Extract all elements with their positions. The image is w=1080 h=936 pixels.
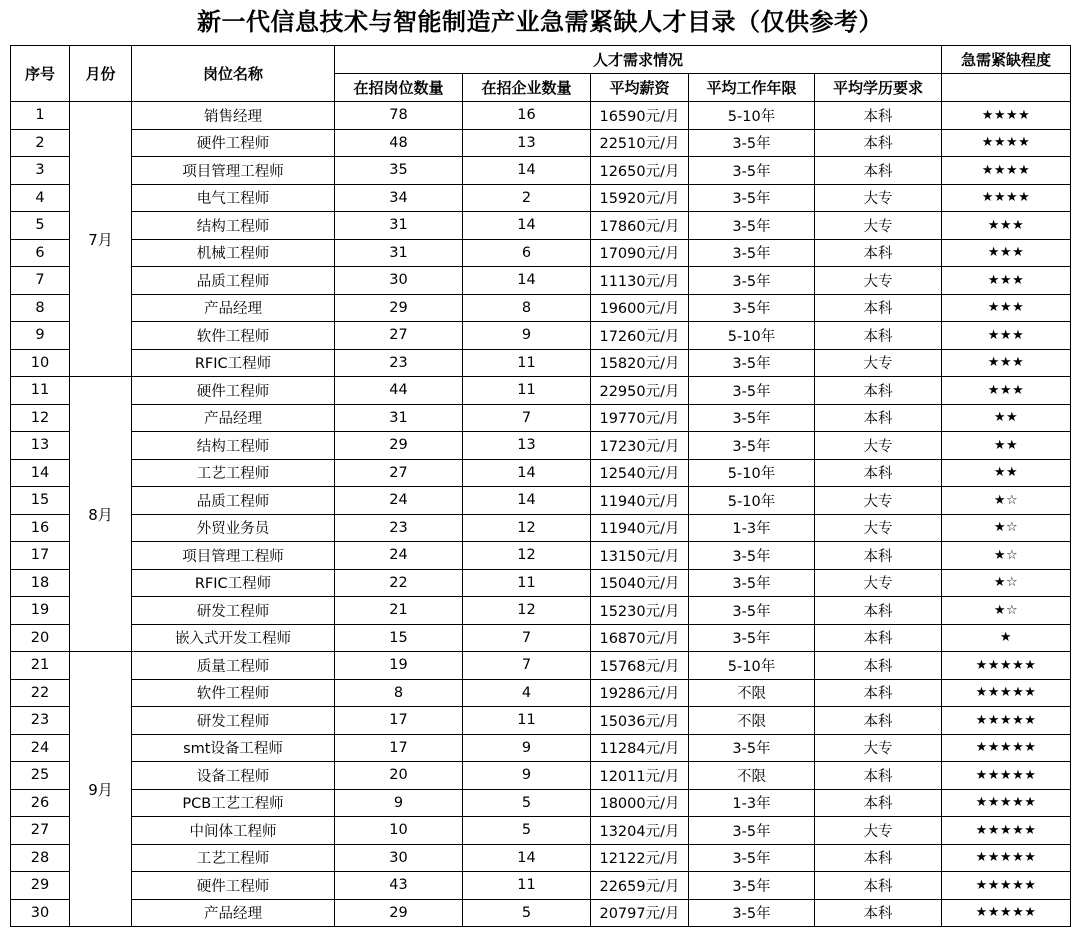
header-urgency-blank: [942, 74, 1071, 102]
page-title: 新一代信息技术与智能制造产业急需紧缺人才目录（仅供参考）: [197, 8, 883, 36]
cell-companies: 6: [463, 239, 591, 267]
cell-urgency-stars: ★: [942, 624, 1071, 652]
cell-seq: 27: [11, 817, 70, 845]
cell-seq: 30: [11, 899, 70, 927]
cell-position: 产品经理: [132, 899, 335, 927]
table-row: [11, 514, 1071, 542]
cell-education: 本科: [815, 239, 942, 267]
table-row: [11, 377, 1071, 405]
cell-companies: 8: [463, 294, 591, 322]
cell-urgency-stars: ★☆: [942, 542, 1071, 570]
cell-position: 品质工程师: [132, 267, 335, 295]
cell-seq: 24: [11, 734, 70, 762]
cell-position: 项目管理工程师: [132, 157, 335, 185]
cell-urgency-stars: ★☆: [942, 514, 1071, 542]
cell-seq: 6: [11, 239, 70, 267]
cell-openings: 27: [335, 322, 463, 350]
cell-urgency-stars: ★★★★★: [942, 652, 1071, 680]
table-row: [11, 542, 1071, 570]
cell-education: 大专: [815, 212, 942, 240]
cell-seq: 4: [11, 184, 70, 212]
cell-seq: 23: [11, 707, 70, 735]
table-row: [11, 597, 1071, 625]
header-position: 岗位名称: [132, 46, 335, 102]
cell-urgency-stars: ★★★: [942, 349, 1071, 377]
cell-openings: 29: [335, 432, 463, 460]
cell-month: 8月: [70, 377, 132, 652]
cell-position: 软件工程师: [132, 679, 335, 707]
cell-education: 本科: [815, 872, 942, 900]
cell-years: 3-5年: [689, 377, 815, 405]
cell-salary: 19286元/月: [591, 679, 689, 707]
cell-education: 大专: [815, 569, 942, 597]
cell-position: 机械工程师: [132, 239, 335, 267]
cell-companies: 7: [463, 624, 591, 652]
cell-education: 大专: [815, 734, 942, 762]
cell-position: 硬件工程师: [132, 377, 335, 405]
talent-table: [10, 45, 1071, 927]
cell-companies: 11: [463, 569, 591, 597]
cell-position: 研发工程师: [132, 597, 335, 625]
cell-years: 不限: [689, 762, 815, 790]
cell-years: 3-5年: [689, 294, 815, 322]
cell-salary: 17230元/月: [591, 432, 689, 460]
cell-years: 3-5年: [689, 212, 815, 240]
cell-years: 不限: [689, 707, 815, 735]
cell-urgency-stars: ★★★★★: [942, 762, 1071, 790]
cell-years: 5-10年: [689, 322, 815, 350]
cell-education: 大专: [815, 349, 942, 377]
table-row: [11, 652, 1071, 680]
cell-position: 销售经理: [132, 102, 335, 130]
cell-companies: 5: [463, 817, 591, 845]
cell-seq: 2: [11, 129, 70, 157]
cell-position: 品质工程师: [132, 487, 335, 515]
cell-seq: 21: [11, 652, 70, 680]
cell-education: 本科: [815, 157, 942, 185]
cell-seq: 12: [11, 404, 70, 432]
cell-years: 不限: [689, 679, 815, 707]
cell-seq: 13: [11, 432, 70, 460]
header-salary: 平均薪资: [591, 74, 689, 102]
cell-education: 本科: [815, 294, 942, 322]
table-row: [11, 102, 1071, 130]
cell-position: RFIC工程师: [132, 569, 335, 597]
table-row: [11, 294, 1071, 322]
cell-openings: 19: [335, 652, 463, 680]
cell-salary: 15820元/月: [591, 349, 689, 377]
table-row: [11, 129, 1071, 157]
cell-urgency-stars: ★★: [942, 404, 1071, 432]
cell-seq: 26: [11, 789, 70, 817]
cell-years: 5-10年: [689, 102, 815, 130]
cell-companies: 4: [463, 679, 591, 707]
cell-education: 本科: [815, 789, 942, 817]
cell-position: 设备工程师: [132, 762, 335, 790]
cell-companies: 12: [463, 542, 591, 570]
cell-urgency-stars: ★★★★★: [942, 899, 1071, 927]
cell-companies: 11: [463, 377, 591, 405]
cell-years: 1-3年: [689, 514, 815, 542]
table-row: [11, 817, 1071, 845]
cell-seq: 20: [11, 624, 70, 652]
cell-month: 7月: [70, 102, 132, 377]
header-month: 月份: [70, 46, 132, 102]
cell-education: 大专: [815, 487, 942, 515]
cell-openings: 29: [335, 294, 463, 322]
cell-salary: 16590元/月: [591, 102, 689, 130]
cell-salary: 16870元/月: [591, 624, 689, 652]
cell-years: 1-3年: [689, 789, 815, 817]
cell-companies: 14: [463, 212, 591, 240]
cell-position: 外贸业务员: [132, 514, 335, 542]
table-body: [11, 102, 1071, 927]
cell-openings: 15: [335, 624, 463, 652]
cell-seq: 1: [11, 102, 70, 130]
cell-position: 工艺工程师: [132, 844, 335, 872]
cell-openings: 23: [335, 349, 463, 377]
cell-education: 本科: [815, 404, 942, 432]
cell-years: 3-5年: [689, 404, 815, 432]
table-row: [11, 899, 1071, 927]
cell-salary: 11940元/月: [591, 487, 689, 515]
table-row: [11, 267, 1071, 295]
header-openings: 在招岗位数量: [335, 74, 463, 102]
cell-years: 3-5年: [689, 624, 815, 652]
cell-companies: 11: [463, 707, 591, 735]
cell-companies: 7: [463, 404, 591, 432]
cell-companies: 13: [463, 129, 591, 157]
table-row: [11, 679, 1071, 707]
cell-urgency-stars: ★★★: [942, 294, 1071, 322]
cell-companies: 5: [463, 899, 591, 927]
cell-urgency-stars: ★★: [942, 459, 1071, 487]
cell-salary: 22510元/月: [591, 129, 689, 157]
cell-openings: 43: [335, 872, 463, 900]
table-row: [11, 734, 1071, 762]
cell-companies: 12: [463, 597, 591, 625]
cell-urgency-stars: ★★★★: [942, 184, 1071, 212]
cell-seq: 25: [11, 762, 70, 790]
cell-companies: 14: [463, 487, 591, 515]
cell-salary: 22950元/月: [591, 377, 689, 405]
cell-companies: 14: [463, 459, 591, 487]
cell-salary: 20797元/月: [591, 899, 689, 927]
cell-companies: 11: [463, 349, 591, 377]
cell-education: 本科: [815, 459, 942, 487]
cell-education: 大专: [815, 432, 942, 460]
cell-education: 本科: [815, 377, 942, 405]
cell-companies: 14: [463, 157, 591, 185]
cell-month: 9月: [70, 652, 132, 927]
cell-seq: 9: [11, 322, 70, 350]
cell-urgency-stars: ★☆: [942, 597, 1071, 625]
cell-years: 3-5年: [689, 239, 815, 267]
cell-education: 本科: [815, 762, 942, 790]
cell-education: 本科: [815, 542, 942, 570]
cell-education: 本科: [815, 102, 942, 130]
cell-openings: 30: [335, 844, 463, 872]
cell-urgency-stars: ★★★★★: [942, 844, 1071, 872]
cell-openings: 30: [335, 267, 463, 295]
cell-position: 结构工程师: [132, 432, 335, 460]
cell-salary: 15920元/月: [591, 184, 689, 212]
cell-urgency-stars: ★★★: [942, 239, 1071, 267]
cell-position: 结构工程师: [132, 212, 335, 240]
cell-openings: 24: [335, 487, 463, 515]
cell-salary: 12650元/月: [591, 157, 689, 185]
cell-urgency-stars: ★★★★★: [942, 707, 1071, 735]
cell-companies: 13: [463, 432, 591, 460]
cell-seq: 18: [11, 569, 70, 597]
cell-years: 3-5年: [689, 817, 815, 845]
cell-urgency-stars: ★☆: [942, 569, 1071, 597]
cell-years: 3-5年: [689, 872, 815, 900]
cell-salary: 15768元/月: [591, 652, 689, 680]
cell-openings: 31: [335, 404, 463, 432]
cell-openings: 17: [335, 707, 463, 735]
cell-companies: 14: [463, 267, 591, 295]
cell-years: 3-5年: [689, 184, 815, 212]
cell-salary: 17260元/月: [591, 322, 689, 350]
cell-urgency-stars: ★★★★: [942, 129, 1071, 157]
cell-years: 3-5年: [689, 899, 815, 927]
cell-years: 3-5年: [689, 844, 815, 872]
cell-urgency-stars: ★★★★★: [942, 734, 1071, 762]
table-row: [11, 624, 1071, 652]
cell-education: 本科: [815, 679, 942, 707]
table-row: [11, 844, 1071, 872]
cell-education: 本科: [815, 652, 942, 680]
cell-seq: 8: [11, 294, 70, 322]
table-header: [11, 46, 1071, 102]
table-row: [11, 872, 1071, 900]
cell-openings: 44: [335, 377, 463, 405]
cell-urgency-stars: ★★★★★: [942, 817, 1071, 845]
cell-companies: 11: [463, 872, 591, 900]
header-companies: 在招企业数量: [463, 74, 591, 102]
cell-openings: 10: [335, 817, 463, 845]
cell-position: 产品经理: [132, 294, 335, 322]
table-row: [11, 459, 1071, 487]
cell-urgency-stars: ★★★★: [942, 157, 1071, 185]
cell-position: RFIC工程师: [132, 349, 335, 377]
cell-position: 电气工程师: [132, 184, 335, 212]
cell-years: 3-5年: [689, 157, 815, 185]
cell-openings: 48: [335, 129, 463, 157]
cell-years: 3-5年: [689, 267, 815, 295]
cell-urgency-stars: ★★★★★: [942, 679, 1071, 707]
cell-education: 本科: [815, 597, 942, 625]
cell-years: 5-10年: [689, 652, 815, 680]
cell-education: 本科: [815, 624, 942, 652]
cell-urgency-stars: ★★★★★: [942, 789, 1071, 817]
table-row: [11, 322, 1071, 350]
cell-position: smt设备工程师: [132, 734, 335, 762]
cell-education: 本科: [815, 322, 942, 350]
cell-seq: 15: [11, 487, 70, 515]
cell-companies: 7: [463, 652, 591, 680]
cell-salary: 15040元/月: [591, 569, 689, 597]
cell-openings: 8: [335, 679, 463, 707]
cell-years: 3-5年: [689, 432, 815, 460]
cell-urgency-stars: ★☆: [942, 487, 1071, 515]
header-education: 平均学历要求: [815, 74, 942, 102]
cell-openings: 35: [335, 157, 463, 185]
cell-openings: 24: [335, 542, 463, 570]
cell-urgency-stars: ★★★: [942, 267, 1071, 295]
cell-urgency-stars: ★★★★: [942, 102, 1071, 130]
cell-urgency-stars: ★★★: [942, 377, 1071, 405]
cell-urgency-stars: ★★: [942, 432, 1071, 460]
cell-seq: 7: [11, 267, 70, 295]
table-row: [11, 762, 1071, 790]
cell-position: 工艺工程师: [132, 459, 335, 487]
cell-seq: 10: [11, 349, 70, 377]
cell-companies: 2: [463, 184, 591, 212]
cell-salary: 19770元/月: [591, 404, 689, 432]
table-row: [11, 349, 1071, 377]
cell-salary: 12540元/月: [591, 459, 689, 487]
cell-seq: 22: [11, 679, 70, 707]
cell-years: 3-5年: [689, 129, 815, 157]
cell-openings: 31: [335, 212, 463, 240]
cell-openings: 17: [335, 734, 463, 762]
table-row: [11, 157, 1071, 185]
table-row: [11, 707, 1071, 735]
cell-position: 产品经理: [132, 404, 335, 432]
header-years: 平均工作年限: [689, 74, 815, 102]
cell-salary: 15036元/月: [591, 707, 689, 735]
cell-openings: 34: [335, 184, 463, 212]
cell-salary: 11284元/月: [591, 734, 689, 762]
cell-education: 大专: [815, 184, 942, 212]
cell-salary: 12122元/月: [591, 844, 689, 872]
cell-openings: 29: [335, 899, 463, 927]
cell-salary: 11940元/月: [591, 514, 689, 542]
cell-openings: 23: [335, 514, 463, 542]
cell-openings: 22: [335, 569, 463, 597]
cell-openings: 21: [335, 597, 463, 625]
table-row: [11, 789, 1071, 817]
cell-seq: 29: [11, 872, 70, 900]
header-demand-group: 人才需求情况: [335, 46, 942, 74]
cell-companies: 14: [463, 844, 591, 872]
cell-openings: 20: [335, 762, 463, 790]
cell-position: 硬件工程师: [132, 129, 335, 157]
cell-years: 3-5年: [689, 349, 815, 377]
header-seq: 序号: [11, 46, 70, 102]
cell-position: 项目管理工程师: [132, 542, 335, 570]
cell-companies: 9: [463, 734, 591, 762]
cell-education: 本科: [815, 899, 942, 927]
table-row: [11, 239, 1071, 267]
cell-salary: 15230元/月: [591, 597, 689, 625]
cell-salary: 19600元/月: [591, 294, 689, 322]
cell-seq: 11: [11, 377, 70, 405]
cell-seq: 3: [11, 157, 70, 185]
cell-salary: 13204元/月: [591, 817, 689, 845]
cell-education: 本科: [815, 844, 942, 872]
cell-urgency-stars: ★★★: [942, 322, 1071, 350]
cell-position: 质量工程师: [132, 652, 335, 680]
cell-openings: 9: [335, 789, 463, 817]
cell-openings: 78: [335, 102, 463, 130]
cell-salary: 22659元/月: [591, 872, 689, 900]
cell-position: PCB工艺工程师: [132, 789, 335, 817]
cell-openings: 31: [335, 239, 463, 267]
table-row: [11, 487, 1071, 515]
cell-position: 研发工程师: [132, 707, 335, 735]
cell-salary: 13150元/月: [591, 542, 689, 570]
table-row: [11, 404, 1071, 432]
cell-salary: 18000元/月: [591, 789, 689, 817]
cell-salary: 17090元/月: [591, 239, 689, 267]
cell-urgency-stars: ★★★: [942, 212, 1071, 240]
cell-salary: 17860元/月: [591, 212, 689, 240]
cell-seq: 5: [11, 212, 70, 240]
cell-salary: 12011元/月: [591, 762, 689, 790]
cell-position: 中间体工程师: [132, 817, 335, 845]
cell-education: 本科: [815, 129, 942, 157]
cell-seq: 17: [11, 542, 70, 570]
cell-seq: 14: [11, 459, 70, 487]
table-row: [11, 432, 1071, 460]
cell-education: 大专: [815, 267, 942, 295]
cell-education: 大专: [815, 817, 942, 845]
cell-position: 软件工程师: [132, 322, 335, 350]
cell-urgency-stars: ★★★★★: [942, 872, 1071, 900]
cell-years: 3-5年: [689, 569, 815, 597]
cell-openings: 27: [335, 459, 463, 487]
table-row: [11, 184, 1071, 212]
cell-years: 5-10年: [689, 459, 815, 487]
header-urgency: 急需紧缺程度: [942, 46, 1071, 74]
cell-companies: 12: [463, 514, 591, 542]
cell-companies: 9: [463, 322, 591, 350]
cell-seq: 19: [11, 597, 70, 625]
cell-seq: 28: [11, 844, 70, 872]
cell-companies: 5: [463, 789, 591, 817]
cell-position: 嵌入式开发工程师: [132, 624, 335, 652]
table-row: [11, 569, 1071, 597]
cell-education: 大专: [815, 514, 942, 542]
cell-companies: 9: [463, 762, 591, 790]
cell-position: 硬件工程师: [132, 872, 335, 900]
cell-years: 5-10年: [689, 487, 815, 515]
cell-education: 本科: [815, 707, 942, 735]
cell-years: 3-5年: [689, 597, 815, 625]
table-row: [11, 212, 1071, 240]
cell-years: 3-5年: [689, 734, 815, 762]
cell-seq: 16: [11, 514, 70, 542]
cell-salary: 11130元/月: [591, 267, 689, 295]
cell-years: 3-5年: [689, 542, 815, 570]
cell-companies: 16: [463, 102, 591, 130]
